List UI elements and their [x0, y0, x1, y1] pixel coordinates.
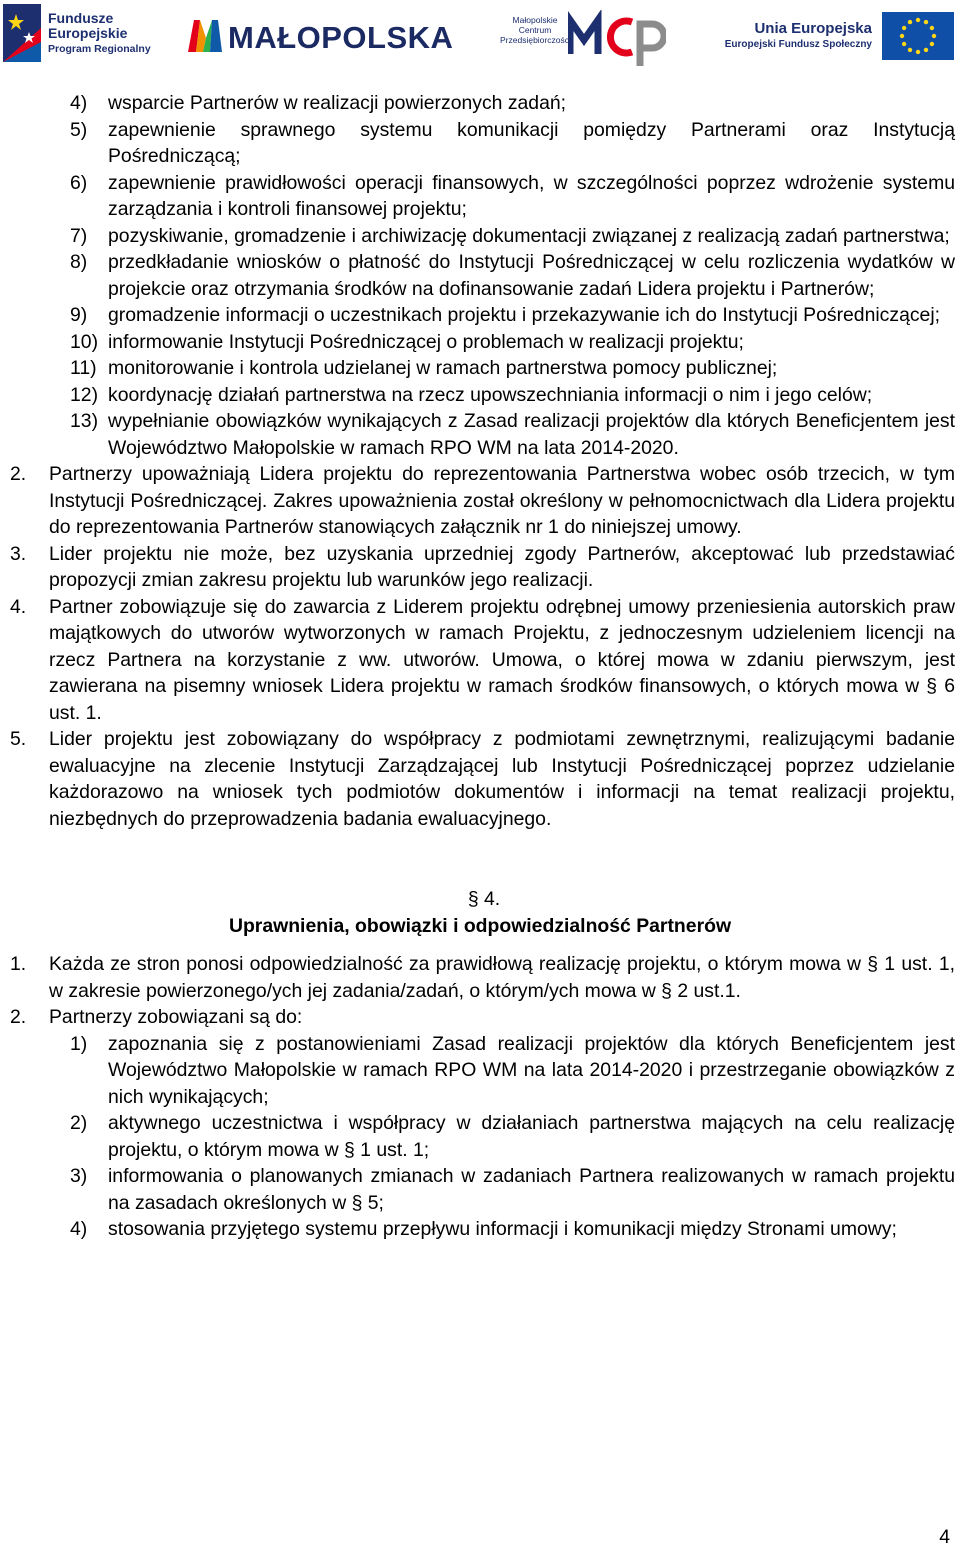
paragraph-point [0, 951, 960, 1004]
point-text: Partnerzy upoważniają Lidera projektu do reprezentowania Partnerstwa wobec osób trzecich, w tym Instytucji Pośredniczącej. Zakres upoważnienia został określony w pełnomocnictwach dla Lidera projektu do reprezentowania Partnerów stanowiących załącznik nr 1 do niniejszej umowy. [49, 463, 955, 538]
logo-malopolska [186, 14, 461, 60]
list-item [0, 382, 960, 409]
item-number: 12) [70, 383, 99, 406]
item-text: wsparcie Partnerów w realizacji powierzonych zadań; [108, 92, 567, 114]
paragraph-point [0, 594, 960, 727]
point-text: Partner zobowiązuje się do zawarcia z Liderem projektu odrębnej umowy przeniesienia autorskich praw majątkowych do utworów wytworzonych w ramach Projektu, z jednoczesnym udzieleniem licencji na rzecz Partnera na korzystanie z ww. utworów. Umowa, o której mowa w zdaniu pierwszym, jest zawierana na pisemny wniosek Lidera projektu w ramach środków finansowych, o których mowa w § 6 ust. 1. [49, 595, 955, 724]
point-text: Każda ze stron ponosi odpowiedzialność za prawidłową realizację projektu, o którym mowa w § 1 ust. 1, w zakresie powierzonego/ych jej zadania/zadań, o którym/ych mowa w § 2 ust.1. [49, 953, 955, 1002]
ue-line-2: Europejski Fundusz Społeczny [724, 39, 872, 50]
item-text: zapoznania się z postanowieniami Zasad realizacji projektów dla których Beneficjentem jest Województwo Małopolskie w ramach RPO WM na lata 2014-2020 i przestrzeganie obowiązków z nich wynikających; [108, 1032, 955, 1108]
list-item [0, 329, 960, 356]
point-number: 4. [10, 595, 27, 618]
item-text: pozyskiwanie, gromadzenie i archiwizację dokumentacji związanej z realizacją zadań partnerstwa; [108, 224, 950, 247]
malopolska-m-icon [186, 16, 224, 54]
item-text: aktywnego uczestnictwa i współpracy w działaniach partnerstwa mających na celu realizację projektu, o którym mowa w § 1 ust. 1; [108, 1112, 955, 1161]
item-number: 5) [70, 118, 88, 141]
intro-list [0, 90, 960, 461]
item-text: zapewnienie prawidłowości operacji finansowych, w szczególności poprzez wdrożenie systemu zarządzania i kontroli finansowej projektu; [108, 171, 955, 220]
page-number: 4 [939, 1526, 950, 1548]
list-item [0, 1216, 960, 1243]
point-number: 3. [10, 542, 27, 565]
item-number: 3) [70, 1165, 88, 1187]
item-text: koordynację działań partnerstwa na rzecz upowszechniania informacji o nim i jego celów; [108, 383, 873, 406]
item-text: wypełnianie obowiązków wynikających z Zasad realizacji projektów dla których Beneficjentem jest Województwo Małopolskie w ramach RPO WM na lata 2014-2020. [108, 410, 955, 459]
item-number: 1) [70, 1032, 88, 1055]
section-heading [0, 886, 960, 939]
fundusze-europejskie-icon [3, 4, 41, 62]
section-title: Uprawnienia, obowiązki i odpowiedzialność Partnerów [228, 914, 732, 937]
item-number: 4) [70, 92, 88, 114]
item-number: 4) [70, 1218, 88, 1240]
eu-flag-icon [882, 12, 954, 60]
ue-line-1: Unia Europejska [754, 20, 872, 37]
item-text: gromadzenie informacji o uczestnikach projektu i przekazywanie ich do Instytucji Pośredniczącej; [108, 304, 941, 326]
list-item [0, 90, 960, 117]
list-item [0, 355, 960, 382]
item-number: 11) [70, 357, 97, 379]
item-number: 2) [70, 1112, 88, 1134]
logo-unia-europejska [722, 12, 954, 60]
list-item [0, 408, 960, 461]
point-number: 2. [10, 1006, 27, 1028]
item-text: zapewnienie sprawnego systemu komunikacji pomiędzy Partnerami oraz Instytucją Pośredniczącą; [108, 118, 955, 167]
point-text: Partnerzy zobowiązani są do: [49, 1006, 303, 1028]
paragraph-point [0, 541, 960, 594]
list-item [0, 1163, 960, 1216]
paragraph-point [0, 461, 960, 541]
point-text: Lider projektu nie może, bez uzyskania uprzedniej zgody Partnerów, akceptować lub przedstawiać propozycji zmian zakresu projektu lub warunków jego realizacji. [49, 542, 955, 591]
header-logos [0, 0, 960, 72]
section-spacer [0, 832, 960, 886]
malopolska-text: MAŁOPOLSKA [228, 20, 454, 55]
item-text: przedkładanie wniosków o płatność do Instytucji Pośredniczącej w celu rozliczenia wydatków w projekcie oraz otrzymania środków na dofinansowanie zadań Lidera projektu i Partnerów; [108, 251, 955, 300]
fe-line-3: Program Regionalny [48, 43, 151, 55]
document-body [0, 90, 960, 1243]
point-number: 5. [10, 728, 27, 750]
list-item [0, 302, 960, 329]
item-number: 13) [70, 410, 99, 432]
list-item [0, 1031, 960, 1111]
point-text: Lider projektu jest zobowiązany do współpracy z podmiotami zewnętrznymi, realizującymi badanie ewaluacyjne na zlecenie Instytucji Zarządzającej lub Instytucji Pośredniczącej poprzez udzielanie każdorazowo na wniosek tych podmiotów dokumentów i informacji na temat realizacji projektu, niezbędnych do przeprowadzenia badania ewaluacyjnego. [49, 728, 955, 830]
heading-spacer [0, 939, 960, 951]
list-item [0, 1110, 960, 1163]
point-number: 1. [10, 953, 27, 975]
logo-mcp [500, 10, 666, 68]
mcp-line-2: Centrum [518, 25, 552, 35]
item-number: 10) [70, 330, 99, 353]
mcp-icon [568, 10, 666, 68]
item-number: 9) [70, 304, 88, 326]
item-text: stosowania przyjętego systemu przepływu informacji i komunikacji między Stronami umowy; [108, 1218, 897, 1240]
paragraph-point [0, 726, 960, 832]
item-text: informowanie Instytucji Pośredniczącej o problemach w realizacji projektu; [108, 330, 744, 353]
list-item [0, 223, 960, 250]
points-list-a [0, 461, 960, 832]
item-number: 8) [70, 251, 88, 273]
list-item [0, 249, 960, 302]
list-item [0, 117, 960, 170]
item-text: informowania o planowanych zmianach w zadaniach Partnera realizowanych w ramach projektu na zasadach określonych w § 5; [108, 1165, 955, 1214]
mcp-line-3: Przedsiębiorczości [500, 35, 571, 45]
mcp-line-1: Małopolskie [512, 15, 558, 25]
item-text: monitorowanie i kontrola udzielanej w ramach partnerstwa pomocy publicznej; [108, 357, 778, 379]
fe-line-2: Europejskie [48, 25, 128, 41]
item-number: 7) [70, 224, 88, 247]
fe-line-1: Fundusze [48, 10, 114, 26]
logo-fundusze-europejskie [3, 2, 153, 64]
section-number: § 4. [467, 888, 501, 910]
item-number: 6) [70, 171, 88, 194]
paragraph-point [0, 1004, 960, 1031]
point-number: 2. [10, 463, 27, 485]
points-list-b [0, 951, 960, 1243]
list-item [0, 170, 960, 223]
